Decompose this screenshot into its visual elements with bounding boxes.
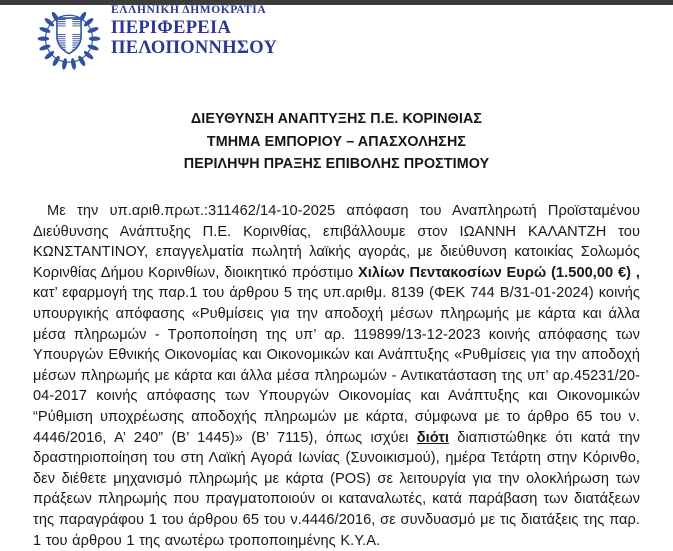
document-type-heading: ΠΕΡΙΛΗΨΗ ΠΡΑΞΗΣ ΕΠΙΒΟΛΗΣ ΠΡΟΣΤΙΜΟΥ [183, 156, 490, 172]
region-name-line1: ΠΕΡΙΦΕΡΕΙΑ [111, 18, 232, 38]
body-intro-text: Με την υπ.αριθ.πρωτ.:311462/14-10-2025 απόφαση του Αναπληρωτή Προϊσταμένου Διεύθυνσης Ανάπτυξης Π.Ε. Κορινθίας, επιβάλλουμε στον ΙΩΑΝΝΗ ΚΑΛΑΝΤΖΗ του ΚΩΝΣΤΑΝΤΙΝΟΥ, επαγγελματία πωλητή λαϊκής αγοράς, με διεύθυνση κατοικίας Σολωμός Κορινθίας Δήμου Κορινθίων, διοικητικό πρόστιμο [33, 203, 640, 281]
department-heading: ΤΜΗΜΑ ΕΜΠΟΡΙΟΥ – ΑΠΑΣΧΟΛΗΣΗΣ [206, 133, 467, 150]
decision-summary-paragraph [33, 201, 640, 551]
document-title-block [0, 108, 673, 176]
fine-amount-text: Χιλίων Πεντακοσίων Ευρώ (1.500,00 €) , [357, 264, 640, 281]
because-keyword: διότι [416, 429, 449, 446]
directorate-heading: ΔΙΕΥΘΥΝΣΗ ΑΝΑΠΤΥΞΗΣ Π.Ε. ΚΟΡΙΝΘΙΑΣ [190, 111, 483, 127]
greek-coat-of-arms-icon [33, 6, 105, 70]
hellenic-republic-label: ΕΛΛΗΝΙΚΗ ΔΗΜΟΚΡΑΤΙΑ [111, 4, 267, 16]
region-name-line2: ΠΕΛΟΠΟΝΝΗΣΟΥ [111, 38, 278, 58]
letterhead-text [111, 3, 277, 58]
document-page [0, 5, 673, 551]
body-violation-text: διαπιστώθηκε ότι κατά την δραστηριοποίηση του στη Λαϊκή Αγορά Ιωνίας (Συνοικισμού), ημέρα Τετάρτη στην Κόρινθο, δεν διέθετε μηχανισμό πληρωμής με κάρτα (POS) σε λειτουργία για την ολοκλήρωση των πράξεων πληρωμής που πραγματοποιούν οι καταναλωτές, κατά παράβαση των διατάξεων της παραγράφου 1 του άρθρου 65 του ν.4446/2016, σε συνδυασμό με τις διατάξεις της παρ. 1 του άρθρου 1 της ανωτέρω τροποποιημένης Κ.Υ.Α. [33, 429, 640, 549]
body-legal-references-text: κατ’ εφαρμογή της παρ.1 του άρθρου 5 της υπ.αριθμ. 8139 (ΦΕΚ 744 Β/31-01-2024) κοινής υπουργικής απόφασης «Ρυθμίσεις για την αποδοχή μέσων πληρωμής με κάρτα και άλλα μέσα πληρωμών - Τροποποίηση της υπ’ αρ. 119899/13-12-2023 κοινής απόφασης των Υπουργών Εθνικής Οικονομίας και Οικονομικών και Ανάπτυξης «Ρυθμίσεις για την αποδοχή μέσων πληρωμής με κάρτα και άλλα μέσα πληρωμών - Αντικατάσταση της υπ’ αρ.45231/20-04-2017 κοινής απόφασης των Υπουργών Οικονομίας και Ανάπτυξης και Οικονομικών “Ρύθμιση υποχρέωσης αποδοχής πληρωμών με κάρτα, σύμφωνα με το άρθρο 65 του ν. 4446/2016, Α’ 240” (Β’ 1445)» (Β’ 7115), όπως ισχύει [33, 285, 640, 446]
letterhead [33, 5, 277, 70]
